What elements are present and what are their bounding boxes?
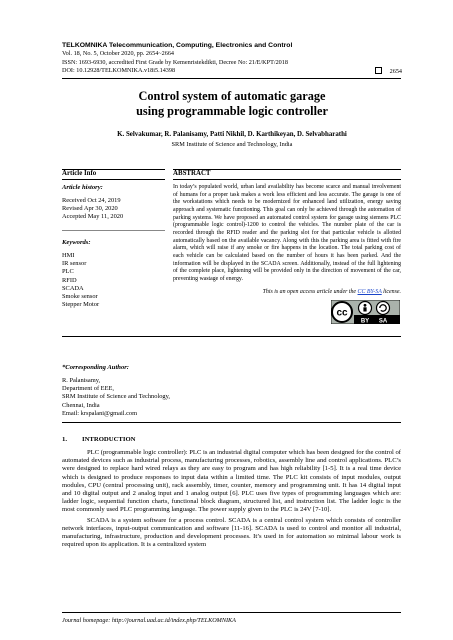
keyword-item: PLC [62, 268, 74, 276]
correspondence-bottom-rule [62, 422, 401, 423]
license-link[interactable]: CC BY-SA [357, 289, 382, 295]
keyword-item: Smoke sensor [62, 293, 98, 301]
cc-by-sa-badge[interactable] [331, 300, 400, 324]
info-heading-rule [62, 179, 165, 180]
cc-license-icon [331, 300, 400, 324]
history-received: Received Oct 24, 2019 [62, 197, 121, 204]
keywords-heading: Keywords: [62, 239, 91, 246]
author-email[interactable]: Email: krspalani@gmail.com [62, 409, 138, 417]
history-heading: Article history: [62, 184, 103, 191]
footer-rule [62, 612, 401, 613]
abstract-heading-rule [173, 179, 401, 180]
header-rule [62, 78, 401, 79]
keywords-list [62, 252, 99, 309]
open-access-note [173, 289, 401, 295]
sa-label: SA [378, 318, 388, 324]
title-line-1: Control system of automatic garage [138, 89, 326, 103]
journal-homepage [62, 617, 236, 624]
abstract-bottom-rule [62, 336, 401, 337]
homepage-text[interactable]: Journal homepage: http://journal.uad.ac.id/index.php/TELKOMNIKA [62, 617, 236, 624]
info-top-rule [62, 169, 165, 170]
history-revised: Revised Apr 30, 2020 [62, 205, 118, 213]
page-number-block [375, 67, 402, 76]
history-divider [62, 230, 165, 231]
author-name: R. Palanisamy, [62, 377, 101, 384]
body-text [62, 449, 401, 551]
section-number: 1. [62, 436, 68, 443]
paragraph: PLC (programmable logic controller): PLC is an industrial digital computer which has been designed for the control of automated devices such as industrial process, manufacturing processes, robotics, assembly line and control applications. PLC’s were designed to replace hard wired relays as they are easy to program and has high reliability [1-5]. It is a real time device which is designed to produce responses to input data within a limited time. The PLC kit consists of input modules, output modules, CPU (central processing unit), rack assembly, timer, counter, memory and programming unit. It has 14 digital input and 10 digital output and 2 analog input and 1 analog output [6]. PLC uses five types of programming languages which are: ladder logic, sequential function charts, functional block diagram, structured list, and instruction list. The ladder logic is the most commonly used PLC programming language. The power supply given to the PLC is 24V [7-10]. [62, 449, 401, 514]
journal-name: TELKOMNIKA Telecommunication, Computing, Electronics and Control [62, 42, 293, 49]
author-location: Chennai, India [62, 401, 100, 409]
keyword-item: IR sensor [62, 260, 87, 268]
paragraph: SCADA is a system software for a process control. SCADA is a central control system which consists of controller network interfaces, input-output communication and software [11-16]. SCADA is used to control and monitor all industrial, manufacturing, infrastructure, production and development processes. It’s used in for automation so minimal labour work is required upon its application. It is a centralized system [62, 516, 401, 549]
author-department: Department of EEE, [62, 385, 114, 393]
author-list: K. Selvakumar, R. Palanisamy, Patti Nikhil, D. Karthikeyan, D. Selvabharathi [117, 131, 347, 138]
author-institution: SRM Institute of Science and Technology, [62, 393, 170, 401]
journal-header [62, 42, 402, 76]
history-list [62, 197, 123, 222]
corresponding-author-heading: *Corresponding Author: [62, 364, 129, 371]
keyword-item: RFID [62, 276, 77, 284]
article-info-heading: Article Info [62, 170, 97, 177]
paper-title [62, 89, 402, 118]
volume-line: Vol. 18, No. 5, October 2020, pp. 2654~2664 [62, 50, 175, 58]
history-accepted: Accepted May 11, 2020 [62, 213, 124, 221]
sa-share-icon [377, 302, 390, 315]
section-title: INTRODUCTION [82, 436, 136, 443]
keyword-item: HMI [62, 252, 75, 259]
page-number: 2654 [389, 68, 402, 76]
issn-line: ISSN: 1693-6930, accredited First Grade by Kemenristekdikti, Decree No: 21/E/KPT/2018 [62, 58, 288, 66]
cc-label: cc [336, 307, 348, 319]
corresponding-author-details [62, 377, 170, 418]
keyword-item: Stepper Motor [62, 301, 100, 309]
abstract-heading: ABSTRACT [173, 170, 211, 177]
open-access-suffix: license. [381, 289, 401, 295]
affiliation: SRM Institute of Science and Technology, India [171, 141, 293, 148]
open-access-prefix: This is an open access article under the [262, 289, 358, 295]
section-heading [62, 436, 136, 443]
title-line-2: using programmable logic controller [136, 103, 328, 118]
keyword-item: SCADA [62, 284, 84, 292]
square-icon [375, 67, 382, 74]
doi-line: DOI: 10.12928/TELKOMNIKA.v18i5.14398 [62, 67, 176, 75]
abstract-text: In today’s populated world, urban land availability has become scarce and manual involvement of humans for a proper task makes a work less efficient and less accurate. The garage is one of the workstations which needs to be modernized for enhanced land utilization, energy saving approach and systematic functioning. This goal can only be achieved through the automation of parking systems. We have proposed an automated control system for garage using siemens PLC (programmable logic control)-1200 to control the vehicles. The number plate of the car is recorded through the RFID reader and the parking slot for that particular vehicle is allotted automatically based on the available vacancy. Along with this the parking area is fitted with fire alarm, which will raise if any smoke or fire happens in the location. The total parking cost of each vehicle can be calculated based on the number of hours it has been parked. And the information will be displayed in the SCADA screen. Additionally, instead of the full lightening of the complete place, lightening will be provided only in the direction of movement of the car, preventing wastage of energy. [173, 184, 401, 282]
by-label: BY [360, 318, 370, 324]
